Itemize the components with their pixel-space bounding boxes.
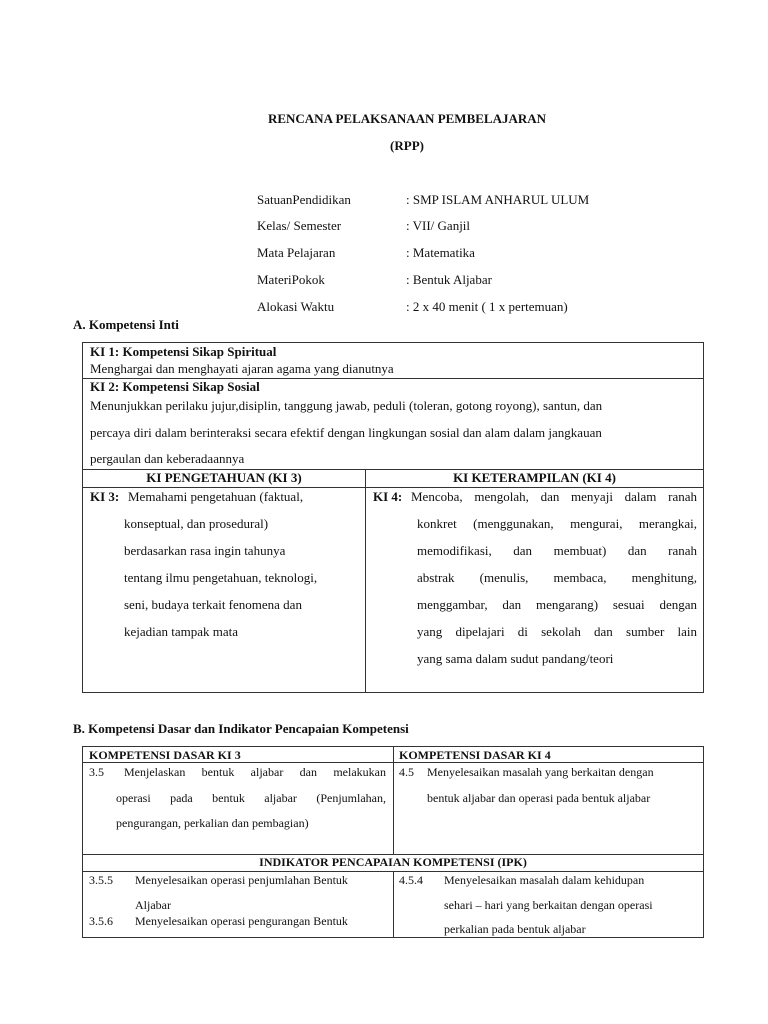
kd3-number: 3.5 — [89, 765, 104, 779]
section-b-heading: B. Kompetensi Dasar dan Indikator Pencapaian Kompetensi — [73, 721, 409, 736]
ki4-header: KI KETERAMPILAN (KI 4) — [453, 470, 616, 485]
ki4-line: Mencoba, mengolah, dan menyaji dalam ranah — [411, 489, 697, 504]
ki3-line: kejadian tampak mata — [124, 624, 239, 639]
ki3-line: seni, budaya terkait fenomena dan — [124, 597, 302, 612]
info-label: Kelas/ Semester — [257, 218, 342, 233]
ki3-line: konseptual, dan prosedural) — [124, 516, 269, 531]
ipk-number: 3.5.6 — [89, 914, 113, 928]
ki3-label: KI 3: — [90, 489, 120, 504]
ki3-line: Memahami pengetahuan (faktual, — [128, 489, 304, 504]
ki4-label: KI 4: — [373, 489, 403, 504]
ki4-line: memodifikasi, dan membuat) dan ranah — [417, 543, 697, 558]
info-label: SatuanPendidikan — [257, 192, 351, 207]
ipk-number: 4.5.4 — [399, 873, 423, 887]
ki2-line: percaya diri dalam berinteraksi secara efektif dengan lingkungan sosial dan alam dalam jangkauan — [90, 425, 602, 440]
document-subtitle: (RPP) — [390, 138, 424, 153]
info-value: : 2 x 40 menit ( 1 x pertemuan) — [406, 299, 568, 314]
info-label: MateriPokok — [257, 272, 325, 287]
info-value: : SMP ISLAM ANHARUL ULUM — [406, 192, 590, 207]
kd3-line: operasi pada bentuk aljabar (Penjumlahan, — [116, 791, 386, 805]
info-value: : Bentuk Aljabar — [406, 272, 492, 287]
ipk-header: INDIKATOR PENCAPAIAN KOMPETENSI (IPK) — [259, 855, 527, 869]
ki3-line: berdasarkan rasa ingin tahunya — [124, 543, 286, 558]
ki4-line: konkret (menggunakan, mengurai, merangkai, — [417, 516, 697, 531]
ki4-line: yang dipelajari di sekolah dan sumber lain — [417, 624, 697, 639]
kd4-number: 4.5 — [399, 765, 414, 779]
ki4-line: yang sama dalam sudut pandang/teori — [417, 651, 614, 666]
divider — [393, 871, 394, 937]
ki1-text: Menghargai dan menghayati ajaran agama yang dianutnya — [90, 361, 394, 376]
ipk-line: Menyelesaikan operasi penjumlahan Bentuk — [135, 873, 348, 887]
kompetensi-dasar-table — [82, 746, 704, 938]
ipk-line: Aljabar — [135, 898, 171, 912]
kompetensi-inti-table — [82, 342, 704, 693]
kd3-line: pengurangan, perkalian dan pembagian) — [116, 816, 309, 830]
document-title: RENCANA PELAKSANAAN PEMBELAJARAN — [267, 111, 547, 126]
divider — [365, 469, 366, 692]
ki3-line: tentang ilmu pengetahuan, teknologi, — [124, 570, 318, 585]
divider — [393, 747, 394, 854]
info-label: Alokasi Waktu — [257, 299, 335, 314]
kd3-line: Menjelaskan bentuk aljabar dan melakukan — [124, 765, 386, 779]
ki1-title: KI 1: Kompetensi Sikap Spiritual — [90, 344, 277, 359]
ki4-line: menggambar, dan mengarang) sesuai dengan — [417, 597, 697, 612]
info-value: : VII/ Ganjil — [406, 218, 471, 233]
info-label: Mata Pelajaran — [257, 245, 336, 260]
ki4-line: abstrak (menulis, membaca, menghitung, — [417, 570, 697, 585]
kd3-header: KOMPETENSI DASAR KI 3 — [89, 748, 241, 762]
kd4-header: KOMPETENSI DASAR KI 4 — [399, 748, 551, 762]
ipk-line: perkalian pada bentuk aljabar — [444, 922, 586, 936]
ki2-title: KI 2: Kompetensi Sikap Sosial — [90, 379, 260, 394]
ki2-line: Menunjukkan perilaku jujur,disiplin, tanggung jawab, peduli (toleran, gotong royong), santun, dan — [90, 398, 603, 413]
ipk-line: sehari – hari yang berkaitan dengan operasi — [444, 898, 653, 912]
section-a-heading: A. Kompetensi Inti — [73, 317, 179, 332]
kd4-line: bentuk aljabar dan operasi pada bentuk aljabar — [427, 791, 651, 805]
ki2-line: pergaulan dan keberadaannya — [90, 451, 245, 466]
ipk-line: Menyelesaikan masalah dalam kehidupan — [444, 873, 645, 887]
ipk-line: Menyelesaikan operasi pengurangan Bentuk — [135, 914, 348, 928]
info-value: : Matematika — [406, 245, 475, 260]
divider — [83, 487, 703, 488]
kd4-line: Menyelesaikan masalah yang berkaitan dengan — [427, 765, 654, 779]
ki3-header: KI PENGETAHUAN (KI 3) — [146, 470, 302, 485]
ipk-number: 3.5.5 — [89, 873, 113, 887]
